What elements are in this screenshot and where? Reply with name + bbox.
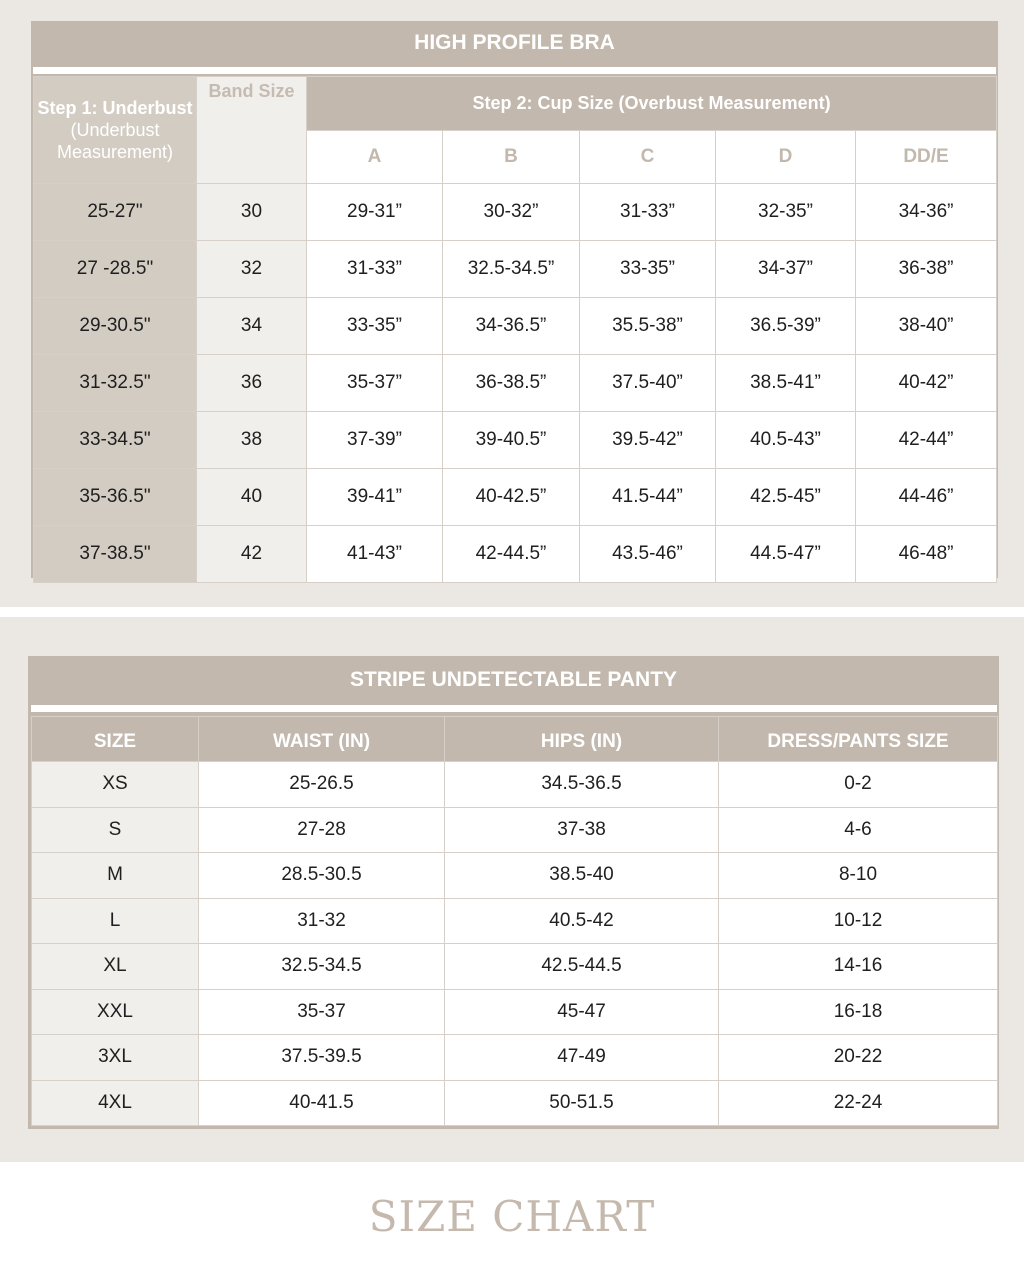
band-size-cell: 40 <box>197 469 307 526</box>
panty-value-cell: 37.5-39.5 <box>199 1035 445 1081</box>
panty-value-cell: 22-24 <box>719 1080 998 1126</box>
band-size-cell: 32 <box>197 241 307 298</box>
title-divider <box>33 67 996 74</box>
panty-row <box>32 1035 998 1081</box>
cup-measurement-cell: 29-31” <box>307 184 443 241</box>
cup-measurement-cell: 42.5-45” <box>716 469 856 526</box>
panty-value-cell: 40-41.5 <box>199 1080 445 1126</box>
cup-measurement-cell: 42-44” <box>856 412 997 469</box>
bra-table <box>33 76 997 583</box>
bra-chart-title: HIGH PROFILE BRA <box>414 31 615 54</box>
cup-measurement-cell: 32.5-34.5” <box>443 241 580 298</box>
cup-measurement-cell: 31-33” <box>580 184 716 241</box>
panty-size-cell: S <box>32 807 199 853</box>
underbust-cell: 27 -28.5" <box>34 241 197 298</box>
panty-size-cell: XXL <box>32 989 199 1035</box>
underbust-header <box>34 77 197 184</box>
section-divider <box>0 607 1024 617</box>
cup-measurement-cell: 31-33” <box>307 241 443 298</box>
panty-value-cell: 38.5-40 <box>445 853 719 899</box>
cup-measurement-cell: 40-42.5” <box>443 469 580 526</box>
cup-measurement-cell: 34-36.5” <box>443 298 580 355</box>
panty-value-cell: 25-26.5 <box>199 762 445 808</box>
cup-size-header <box>307 77 997 131</box>
panty-row <box>32 762 998 808</box>
bra-row <box>34 469 997 526</box>
bra-row <box>34 355 997 412</box>
title-divider <box>31 705 997 712</box>
size-chart-title: SIZE CHART <box>368 1192 656 1241</box>
panty-value-cell: 28.5-30.5 <box>199 853 445 899</box>
cup-header-2: C <box>580 131 716 184</box>
cup-header-0: A <box>307 131 443 184</box>
underbust-cell: 29-30.5" <box>34 298 197 355</box>
band-size-cell: 30 <box>197 184 307 241</box>
panty-size-chart <box>28 656 999 1129</box>
panty-value-cell: 34.5-36.5 <box>445 762 719 808</box>
underbust-cell: 35-36.5" <box>34 469 197 526</box>
cup-measurement-cell: 30-32” <box>443 184 580 241</box>
cup-measurement-cell: 41-43” <box>307 526 443 583</box>
cup-measurement-cell: 39-40.5” <box>443 412 580 469</box>
bra-row <box>34 412 997 469</box>
panty-row <box>32 807 998 853</box>
panty-table <box>31 716 998 1126</box>
cup-measurement-cell: 39-41” <box>307 469 443 526</box>
panty-size-cell: XS <box>32 762 199 808</box>
panty-value-cell: 47-49 <box>445 1035 719 1081</box>
cup-measurement-cell: 37-39” <box>307 412 443 469</box>
panty-size-cell: 3XL <box>32 1035 199 1081</box>
cup-measurement-cell: 46-48” <box>856 526 997 583</box>
cup-measurement-cell: 33-35” <box>580 241 716 298</box>
cup-measurement-cell: 42-44.5” <box>443 526 580 583</box>
panty-header-3: DRESS/PANTS SIZE <box>719 717 998 762</box>
panty-value-cell: 0-2 <box>719 762 998 808</box>
panty-value-cell: 37-38 <box>445 807 719 853</box>
bra-size-chart <box>31 21 998 578</box>
bra-row <box>34 184 997 241</box>
panty-value-cell: 42.5-44.5 <box>445 944 719 990</box>
band-size-header: Band Size <box>197 77 307 184</box>
cup-measurement-cell: 38.5-41” <box>716 355 856 412</box>
cup-measurement-cell: 40-42” <box>856 355 997 412</box>
panty-chart-title: STRIPE UNDETECTABLE PANTY <box>349 668 678 691</box>
panty-size-cell: XL <box>32 944 199 990</box>
band-size-cell: 34 <box>197 298 307 355</box>
panty-header-2: HIPS (IN) <box>445 717 719 762</box>
step2-label: Step 2: Cup Size <box>472 93 614 113</box>
underbust-cell: 37-38.5" <box>34 526 197 583</box>
panty-value-cell: 31-32 <box>199 898 445 944</box>
panty-value-cell: 16-18 <box>719 989 998 1035</box>
cup-measurement-cell: 34-36” <box>856 184 997 241</box>
band-size-cell: 36 <box>197 355 307 412</box>
panty-value-cell: 45-47 <box>445 989 719 1035</box>
cup-measurement-cell: 32-35” <box>716 184 856 241</box>
step2-note: (Overbust Measurement) <box>618 93 831 113</box>
cup-measurement-cell: 40.5-43” <box>716 412 856 469</box>
cup-measurement-cell: 39.5-42” <box>580 412 716 469</box>
panty-size-cell: 4XL <box>32 1080 199 1126</box>
panty-size-cell: L <box>32 898 199 944</box>
band-size-cell: 38 <box>197 412 307 469</box>
panty-size-cell: M <box>32 853 199 899</box>
panty-header-0: SIZE <box>32 717 199 762</box>
underbust-cell: 33-34.5" <box>34 412 197 469</box>
step1-label: Step 1: Underbust <box>37 98 193 118</box>
step1-note: (Underbust Measurement) <box>56 120 174 162</box>
panty-value-cell: 32.5-34.5 <box>199 944 445 990</box>
panty-value-cell: 8-10 <box>719 853 998 899</box>
cup-measurement-cell: 35.5-38” <box>580 298 716 355</box>
panty-header-1: WAIST (IN) <box>199 717 445 762</box>
underbust-cell: 25-27" <box>34 184 197 241</box>
panty-header-row <box>32 717 998 762</box>
band-size-cell: 42 <box>197 526 307 583</box>
cup-measurement-cell: 44.5-47” <box>716 526 856 583</box>
bra-row <box>34 241 997 298</box>
cup-header-4: DD/E <box>856 131 997 184</box>
panty-row <box>32 944 998 990</box>
panty-value-cell: 35-37 <box>199 989 445 1035</box>
panty-value-cell: 27-28 <box>199 807 445 853</box>
cup-measurement-cell: 36-38.5” <box>443 355 580 412</box>
cup-measurement-cell: 34-37” <box>716 241 856 298</box>
panty-row <box>32 853 998 899</box>
panty-row <box>32 1080 998 1126</box>
cup-measurement-cell: 36.5-39” <box>716 298 856 355</box>
cup-header-1: B <box>443 131 580 184</box>
underbust-cell: 31-32.5" <box>34 355 197 412</box>
panty-value-cell: 20-22 <box>719 1035 998 1081</box>
cup-measurement-cell: 33-35” <box>307 298 443 355</box>
panty-value-cell: 14-16 <box>719 944 998 990</box>
cup-measurement-cell: 36-38” <box>856 241 997 298</box>
panty-value-cell: 50-51.5 <box>445 1080 719 1126</box>
bra-row <box>34 526 997 583</box>
panty-row <box>32 898 998 944</box>
cup-measurement-cell: 43.5-46” <box>580 526 716 583</box>
cup-measurement-cell: 41.5-44” <box>580 469 716 526</box>
panty-value-cell: 4-6 <box>719 807 998 853</box>
panty-value-cell: 40.5-42 <box>445 898 719 944</box>
cup-header-3: D <box>716 131 856 184</box>
panty-value-cell: 10-12 <box>719 898 998 944</box>
cup-measurement-cell: 37.5-40” <box>580 355 716 412</box>
bra-row <box>34 298 997 355</box>
cup-measurement-cell: 38-40” <box>856 298 997 355</box>
cup-measurement-cell: 44-46” <box>856 469 997 526</box>
panty-row <box>32 989 998 1035</box>
cup-measurement-cell: 35-37” <box>307 355 443 412</box>
